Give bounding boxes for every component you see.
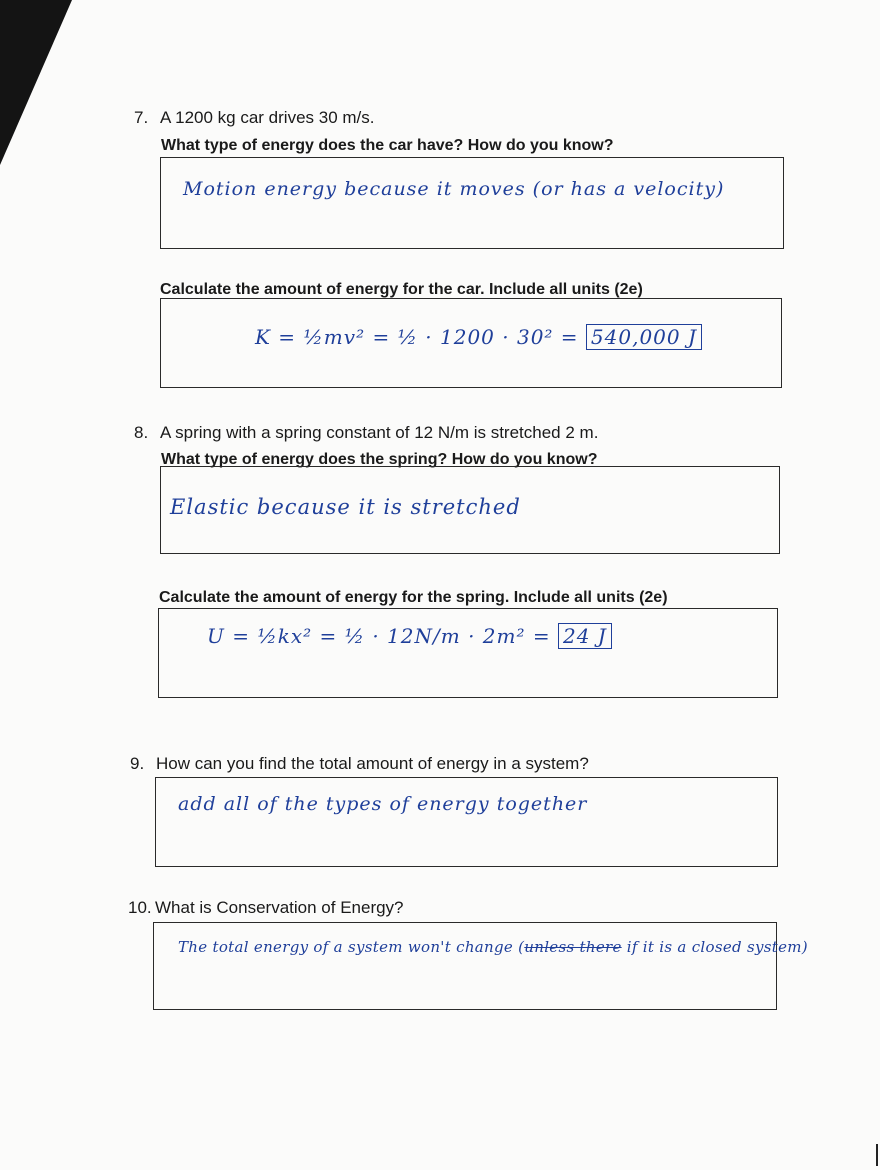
q8-subquestion-type: What type of energy does the spring? How do you know? (161, 451, 598, 468)
question-9 (130, 754, 589, 774)
q7-calc-work: K = ½mv² = ½ · 1200 · 30² = (255, 325, 579, 349)
q8-calc-result: 24 J (558, 623, 612, 649)
question-number: 10. (128, 898, 152, 917)
q7-handwritten-type-answer: Motion energy because it moves (or has a velocity) (183, 178, 725, 200)
question-number: 7. (134, 108, 149, 127)
q7-handwritten-calc (255, 325, 702, 349)
question-number: 9. (130, 754, 145, 773)
scan-shadow-corner (0, 0, 72, 165)
q7-subquestion-calc: Calculate the amount of energy for the car. Include all units (2e) (160, 281, 643, 298)
question-prompt: A spring with a spring constant of 12 N/m is stretched 2 m. (160, 423, 599, 442)
question-7 (134, 108, 375, 128)
question-prompt: How can you find the total amount of energy in a system? (156, 754, 589, 773)
question-prompt: What is Conservation of Energy? (155, 898, 404, 917)
question-10 (128, 898, 404, 918)
q10-answer-main: The total energy of a system won't change ( (178, 938, 525, 956)
question-number: 8. (134, 423, 149, 442)
q8-handwritten-type-answer: Elastic because it is stretched (170, 495, 521, 519)
q8-answer-box-calc[interactable] (158, 608, 778, 698)
q7-calc-result: 540,000 J (586, 324, 702, 350)
q8-calc-work: U = ½kx² = ½ · 12N/m · 2m² = (207, 624, 551, 648)
q10-answer-tail: if it is a closed system) (621, 938, 808, 956)
question-prompt: A 1200 kg car drives 30 m/s. (160, 108, 375, 127)
q8-subquestion-calc: Calculate the amount of energy for the spring. Include all units (2e) (159, 589, 668, 606)
q10-answer-struck: unless there (524, 938, 622, 956)
q8-handwritten-calc (207, 624, 612, 648)
scan-edge-mark (876, 1144, 878, 1166)
question-8 (134, 423, 598, 443)
q7-subquestion-type: What type of energy does the car have? How do you know? (161, 137, 614, 154)
q7-answer-box-type[interactable] (160, 157, 784, 249)
q9-answer-box[interactable] (155, 777, 778, 867)
q10-handwritten-answer (178, 938, 808, 956)
q9-handwritten-answer: add all of the types of energy together (178, 793, 588, 815)
q10-answer-box[interactable] (153, 922, 777, 1010)
